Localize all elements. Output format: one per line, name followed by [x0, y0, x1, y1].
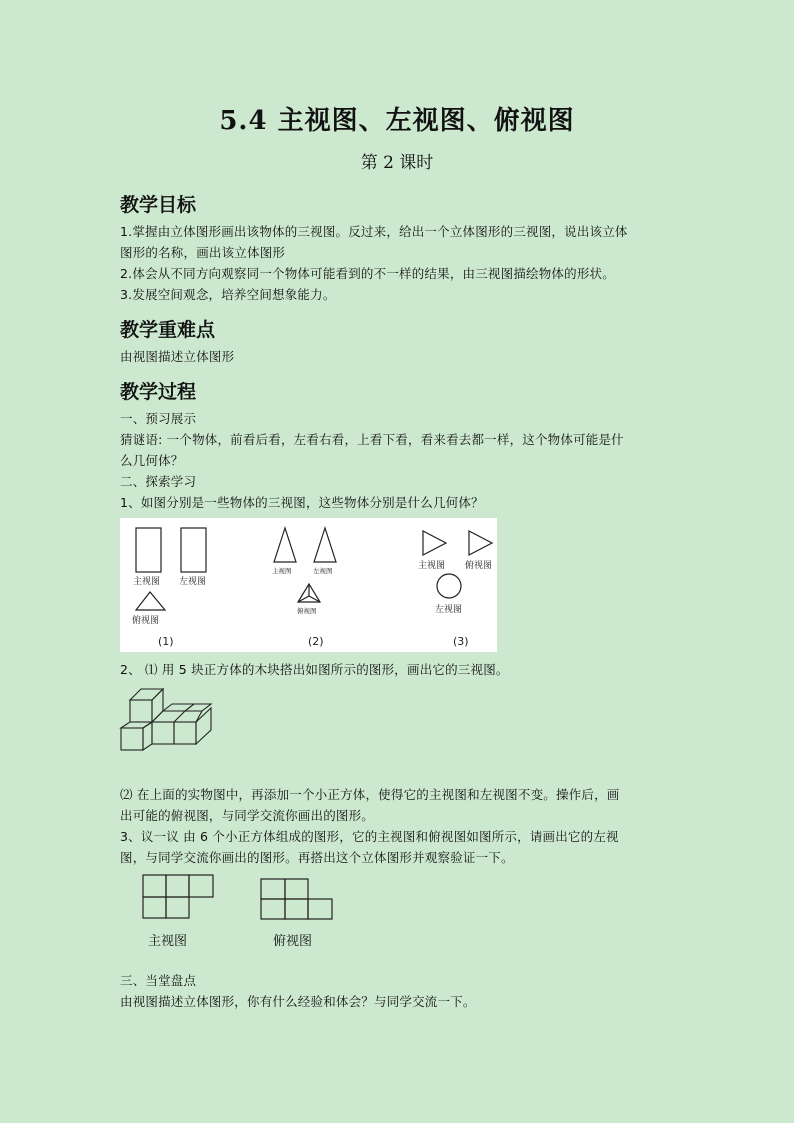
g1-top-label: 俯视图 [132, 616, 160, 626]
three-views-figure [120, 518, 497, 652]
g1-front-rect [136, 528, 161, 572]
riddle-line-2: 么几何体？ [120, 453, 184, 468]
question-3-line-2: 图，与同学交流你画出的图形。再搭出这个立体图形并观察验证一下。 [120, 850, 514, 865]
g1-left-rect [181, 528, 206, 572]
key-points-text: 由视图描述立体图形 [120, 349, 235, 364]
goal-line-1: 1.掌握由立体图形画出该物体的三视图。反过来，给出一个立体图形的三视图，说出该立体 [120, 224, 628, 239]
g2-number: (2) [308, 635, 324, 648]
g1-number: (1) [158, 635, 174, 648]
g2-left-label: 左视图 [313, 567, 333, 575]
g2-top-label: 俯视图 [297, 607, 317, 615]
g2-left-triangle [314, 528, 336, 562]
goal-line-4: 3.发展空间观念，培养空间想象能力。 [120, 287, 336, 302]
g1-left-label: 左视图 [179, 577, 207, 587]
g3-front-label: 主视图 [418, 561, 446, 571]
g3-left-circle [437, 574, 461, 598]
cube-stack-drawing [118, 686, 214, 752]
g2-front-label: 主视图 [272, 567, 292, 575]
part1-title: 一、预习展示 [120, 411, 197, 426]
riddle-line-1: 猜谜语: 一个物体，前看后看，左看右看，上看下看，看来看去都一样，这个物体可能是什 [120, 432, 624, 447]
six-cube-views-drawing [140, 870, 340, 922]
g3-top-triangle [469, 531, 492, 555]
question-3-line-1: 3、议一议 由 6 个小正方体组成的图形，它的主视图和俯视图如图所示，请画出它的左视 [120, 829, 619, 844]
process-heading: 教学过程 [120, 381, 197, 403]
g1-top-triangle [136, 592, 165, 610]
goal-line-3: 2.体会从不同方向观察同一个物体可能看到的不一样的结果，由三视图描绘物体的形状。 [120, 266, 615, 281]
page-title: 5.4 主视图、左视图、俯视图 [219, 106, 575, 136]
three-views-drawing [120, 518, 497, 652]
g3-number: (3) [453, 635, 469, 648]
top-view-label: 俯视图 [273, 934, 313, 949]
summary-text: 由视图描述立体图形，你有什么经验和体会？与同学交流一下。 [120, 994, 476, 1009]
goal-line-2: 图形的名称，画出该立体图形 [120, 245, 286, 260]
question-2b-line-2: 出可能的俯视图，与同学交流你画出的图形。 [120, 808, 375, 823]
top-view-grid [261, 879, 332, 919]
g1-front-label: 主视图 [133, 577, 161, 587]
g3-left-label: 左视图 [435, 605, 463, 615]
g3-front-triangle [423, 531, 446, 555]
g2-top-pyramid [298, 584, 320, 602]
page-subtitle: 第 2 课时 [360, 153, 434, 173]
question-2b-line-1: ⑵ 在上面的实物图中，再添加一个小正方体，使得它的主视图和左视图不变。操作后，画 [120, 787, 620, 802]
g2-front-triangle [274, 528, 296, 562]
front-view-label: 主视图 [148, 934, 188, 949]
question-1: 1、如图分别是一些物体的三视图，这些物体分别是什么几何体？ [120, 495, 484, 510]
key-points-heading: 教学重难点 [120, 319, 216, 341]
goals-heading: 教学目标 [120, 194, 197, 216]
question-2: 2、 ⑴ 用 5 块正方体的木块搭出如图所示的图形，画出它的三视图。 [120, 662, 509, 677]
front-view-grid [143, 875, 213, 918]
g3-top-label: 俯视图 [465, 561, 493, 571]
part3-title: 三、当堂盘点 [120, 973, 197, 988]
part2-title: 二、探索学习 [120, 474, 197, 489]
